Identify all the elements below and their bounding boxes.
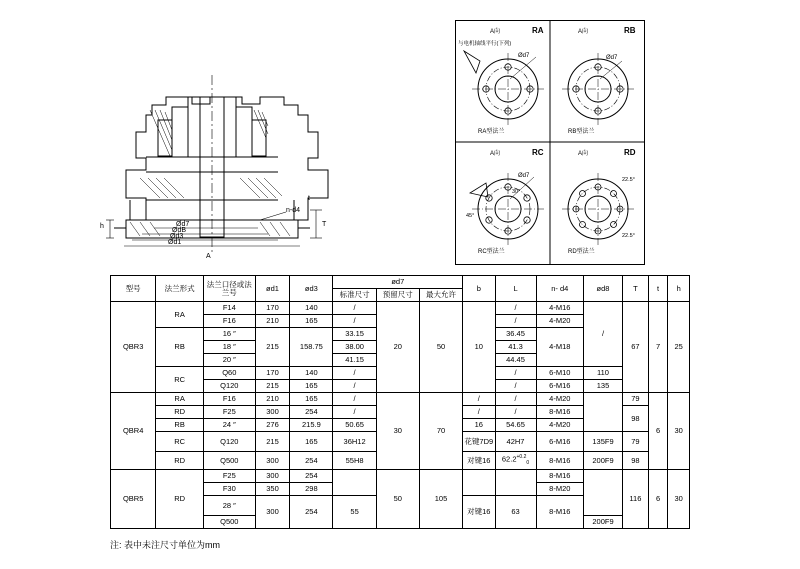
label-dB: ØdB <box>172 227 187 234</box>
cell-form: RA <box>156 393 204 406</box>
cell-L: / <box>495 393 536 406</box>
cell-h: 30 <box>668 470 690 529</box>
cell-t: 7 <box>648 302 667 393</box>
cell-d7-std <box>333 470 376 496</box>
cell-form: RD <box>156 470 204 529</box>
cell-T: 79 <box>622 432 648 452</box>
cell-d3: 254 <box>290 406 333 419</box>
cell-bore: 18 ″ <box>203 341 255 354</box>
cell-bore: F30 <box>203 483 255 496</box>
svg-text:RD: RD <box>624 148 636 157</box>
th-t: t <box>648 276 667 302</box>
svg-text:RB型法兰: RB型法兰 <box>568 129 595 135</box>
cell-d1: 300 <box>255 406 290 419</box>
cell-model: QBR4 <box>111 393 156 470</box>
table-row <box>111 393 690 406</box>
cell-d8: 200F9 <box>584 452 623 470</box>
cell-d1: 350 <box>255 483 290 496</box>
cell-L: 36.45 <box>495 328 536 341</box>
label-d7: Ød7 <box>176 221 190 228</box>
th-T: T <box>622 276 648 302</box>
cell-b: 对键16 <box>463 452 495 470</box>
th-d7-std: 标准尺寸 <box>333 289 376 302</box>
svg-text:45°: 45° <box>466 213 475 219</box>
cell-d3: 298 <box>290 483 333 496</box>
th-b: b <box>463 276 495 302</box>
cell-d8 <box>584 470 623 516</box>
spec-table <box>110 275 690 529</box>
cell-d7-std: 38.00 <box>333 341 376 354</box>
panel-RD <box>562 148 636 255</box>
cell-bore: F25 <box>203 470 255 483</box>
label-A: A <box>206 253 211 260</box>
cell-model: QBR5 <box>111 470 156 529</box>
label-t: t <box>308 195 310 202</box>
cell-d8: 110 <box>584 367 623 380</box>
th-d7-group: ød7 <box>333 276 463 289</box>
cell-d1: 170 <box>255 367 290 380</box>
cell-d3: 165 <box>290 315 333 328</box>
cell-nd4: 4-M16 <box>536 302 584 315</box>
cell-form: RD <box>156 452 204 470</box>
label-h: h <box>100 223 104 230</box>
cell-b: 花键7D9 <box>463 432 495 452</box>
svg-text:22.5°: 22.5° <box>622 177 635 183</box>
cell-d1: 215 <box>255 432 290 452</box>
cell-b: 16 <box>463 419 495 432</box>
tolerance-lower: 0 <box>526 459 530 466</box>
cell-T: 98 <box>622 452 648 470</box>
svg-text:RD型法兰: RD型法兰 <box>568 249 595 255</box>
cell-d3: 254 <box>290 496 333 529</box>
cell-L <box>495 470 536 496</box>
cell-d1: 210 <box>255 393 290 406</box>
cell-nd4: 6-M10 <box>536 367 584 380</box>
cell-bore: 20 ″ <box>203 354 255 367</box>
cell-d7-reserved: 20 <box>376 302 419 393</box>
cell-bore: F14 <box>203 302 255 315</box>
svg-text:Ød7: Ød7 <box>606 55 618 61</box>
cell-d3: 165 <box>290 432 333 452</box>
th-L: L <box>495 276 536 302</box>
cell-d7-max: 50 <box>419 302 462 393</box>
cell-nd4: 4-M18 <box>536 328 584 367</box>
cell-L: $62.2^{+0.2}_0$ <box>495 452 536 470</box>
cell-d7-std: 50.65 <box>333 419 376 432</box>
th-flange-form: 法兰形式 <box>156 276 204 302</box>
cell-nd4: 8-M16 <box>536 496 584 529</box>
cell-bore: 24 ″ <box>203 419 255 432</box>
cell-form: RA <box>156 302 204 328</box>
cell-L: / <box>495 302 536 315</box>
cell-form: RC <box>156 367 204 393</box>
svg-text:RC: RC <box>532 148 544 157</box>
cell-h: 25 <box>668 302 690 393</box>
cell-d7-std: / <box>333 367 376 380</box>
cell-L: / <box>495 315 536 328</box>
label-d1: Ød1 <box>168 239 182 246</box>
cell-d7-max: 105 <box>419 470 462 529</box>
cell-L: 54.65 <box>495 419 536 432</box>
cell-d1: 300 <box>255 452 290 470</box>
cell-L: / <box>495 380 536 393</box>
cell-d7-std: / <box>333 302 376 315</box>
cell-bore: Q120 <box>203 380 255 393</box>
cell-bore: F16 <box>203 315 255 328</box>
th-nd4: n- d4 <box>536 276 584 302</box>
cell-T: 79 <box>622 393 648 406</box>
th-model: 型号 <box>111 276 156 302</box>
cell-d8: 135F9 <box>584 432 623 452</box>
cell-d7-std: 55H8 <box>333 452 376 470</box>
cell-d3: 140 <box>290 302 333 315</box>
svg-text:与电机轴线平行(下列): 与电机轴线平行(下列) <box>458 41 512 47</box>
th-d1: ød1 <box>255 276 290 302</box>
cell-T: 98 <box>622 406 648 432</box>
svg-text:RB: RB <box>624 26 636 35</box>
cell-d8: / <box>584 302 623 367</box>
flange-views-box <box>455 20 645 265</box>
cell-d7-std: / <box>333 380 376 393</box>
cell-L: 41.3 <box>495 341 536 354</box>
th-d8: ød8 <box>584 276 623 302</box>
cell-d1: 276 <box>255 419 290 432</box>
cell-d7-reserved: 30 <box>376 393 419 470</box>
cell-d7-std: 41.15 <box>333 354 376 367</box>
cell-d7-std: / <box>333 315 376 328</box>
table-row <box>111 470 690 483</box>
cell-t: 6 <box>648 393 667 470</box>
svg-text:A向: A向 <box>490 29 501 35</box>
cell-d8: 135 <box>584 380 623 393</box>
cell-bore: Q60 <box>203 367 255 380</box>
cell-d3: 140 <box>290 367 333 380</box>
cell-d7-std: / <box>333 406 376 419</box>
panel-RA <box>458 26 544 135</box>
cell-h: 30 <box>668 393 690 470</box>
cell-d1: 170 <box>255 302 290 315</box>
cell-nd4: 8-M20 <box>536 483 584 496</box>
cell-nd4: 4-M20 <box>536 393 584 406</box>
panel-RC <box>466 148 544 255</box>
svg-text:RA: RA <box>532 26 544 35</box>
cell-d1: 300 <box>255 496 290 529</box>
svg-text:Ød7: Ød7 <box>518 173 530 179</box>
label-d3: Ød3 <box>170 233 184 240</box>
cell-d3: 158.75 <box>290 328 333 367</box>
table-header-row <box>111 276 690 289</box>
svg-text:30°: 30° <box>512 189 521 195</box>
cell-bore: Q500 <box>203 516 255 529</box>
cell-nd4: 8-M16 <box>536 406 584 419</box>
cell-bore: 16 ″ <box>203 328 255 341</box>
cell-L: 42H7 <box>495 432 536 452</box>
cell-form: RB <box>156 328 204 367</box>
cell-bore: F25 <box>203 406 255 419</box>
svg-text:RA型法兰: RA型法兰 <box>478 129 505 135</box>
cell-b: 对键16 <box>463 496 495 529</box>
cell-L: 63 <box>495 496 536 529</box>
cell-d3: 165 <box>290 393 333 406</box>
cell-nd4: 4-M20 <box>536 419 584 432</box>
cell-d7-reserved: 50 <box>376 470 419 529</box>
cell-form: RB <box>156 419 204 432</box>
cell-b: / <box>463 406 495 419</box>
cell-d1: 215 <box>255 380 290 393</box>
th-d7-max: 最大允许 <box>419 289 462 302</box>
cell-nd4: 6-M16 <box>536 432 584 452</box>
cell-d3: 215.9 <box>290 419 333 432</box>
svg-text:A向: A向 <box>578 29 589 35</box>
cell-b <box>463 470 495 496</box>
svg-text:A向: A向 <box>578 151 589 157</box>
panel-RB <box>562 26 636 135</box>
cell-nd4: 8-M16 <box>536 452 584 470</box>
cell-d7-std: 55 <box>333 496 376 529</box>
cell-nd4: 8-M16 <box>536 470 584 483</box>
th-flange-bore: 法兰口径或法兰号 <box>203 276 255 302</box>
cell-bore: Q500 <box>203 452 255 470</box>
th-d7-reserved: 预留尺寸 <box>376 289 419 302</box>
cell-bore: Q120 <box>203 432 255 452</box>
cell-d7-std: 33.15 <box>333 328 376 341</box>
label-T: T <box>322 221 327 228</box>
cell-d7-std: / <box>333 393 376 406</box>
cell-b: / <box>463 393 495 406</box>
cell-L: / <box>495 406 536 419</box>
cell-t: 6 <box>648 470 667 529</box>
cell-bore: 28 ″ <box>203 496 255 516</box>
cell-d8: 200F9 <box>584 516 623 529</box>
svg-text:A向: A向 <box>490 151 501 157</box>
cell-d3: 254 <box>290 470 333 483</box>
svg-text:22.5°: 22.5° <box>622 233 635 239</box>
cell-form: RD <box>156 406 204 419</box>
table-row <box>111 302 690 315</box>
cell-d1: 215 <box>255 328 290 367</box>
cell-d3: 165 <box>290 380 333 393</box>
cell-nd4: 6-M16 <box>536 380 584 393</box>
cell-bore: F16 <box>203 393 255 406</box>
cell-d1: 210 <box>255 315 290 328</box>
cell-T: 67 <box>622 302 648 393</box>
cell-d8 <box>584 393 623 432</box>
table-note: 注: 表中未注尺寸单位为mm <box>110 540 220 550</box>
spec-table-wrap <box>110 275 690 529</box>
cell-model: QBR3 <box>111 302 156 393</box>
svg-text:Ød7: Ød7 <box>518 53 530 59</box>
cell-L: / <box>495 367 536 380</box>
cell-L: 44.45 <box>495 354 536 367</box>
label-nd4: n-d4 <box>286 207 301 214</box>
cell-d3: 254 <box>290 452 333 470</box>
th-h: h <box>668 276 690 302</box>
cell-T: 116 <box>622 470 648 529</box>
cell-form: RC <box>156 432 204 452</box>
tolerance-upper: +0.2 <box>516 453 527 460</box>
cell-d1: 300 <box>255 470 290 483</box>
cell-b: 10 <box>463 302 495 393</box>
th-d3: ød3 <box>290 276 333 302</box>
sectional-drawing <box>100 60 360 260</box>
cell-d7-std: 36H12 <box>333 432 376 452</box>
cell-d7-max: 70 <box>419 393 462 470</box>
cell-nd4: 4-M20 <box>536 315 584 328</box>
svg-text:RC型法兰: RC型法兰 <box>478 249 505 255</box>
